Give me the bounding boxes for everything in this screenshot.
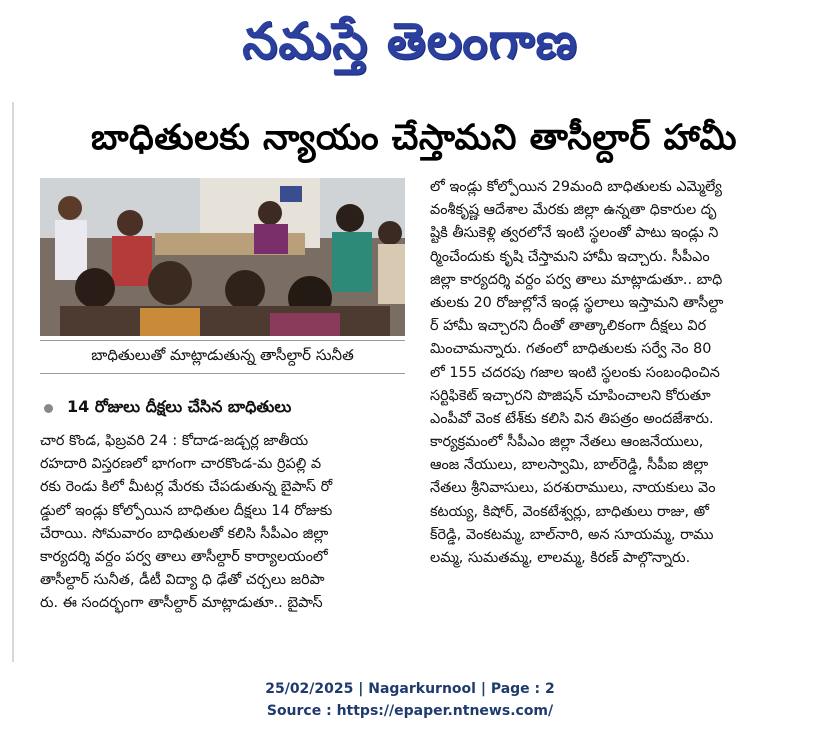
text-line: ఆంజ నేయులు, బాలస్వామి, బాల్‌రెడ్డి, సీపీఐ జిల్లా <box>430 457 709 474</box>
text-line: వంశీకృష్ణ ఆదేశాల మేరకు జిల్లా ఉన్నతా ధికారుల దృ <box>430 202 717 219</box>
subheading <box>40 394 405 422</box>
text-line: తులకు 20 రోజుల్లోనే ఇండ్ల స్థలాలు ఇస్తామని తాసీల్దా <box>430 294 724 311</box>
text-line: జిల్లా కార్యదర్శి వర్దం పర్వ తాలు మాట్లాడుతూ.. బాధి <box>430 271 723 288</box>
text-line: ర్మించేందుకు కృషి చేస్తామని హామీ ఇచ్చారు. సీపీఎం <box>430 248 710 265</box>
photo-illustration <box>40 178 405 336</box>
text-line: క్‌రెడ్డి, వెంకటమ్మ, బాల్‌నారి, అన సూయమ్మ, రాము <box>430 526 714 543</box>
subheading-text: 14 రోజులు దీక్షలు చేసిన బాధితులు <box>67 396 292 416</box>
page-footer <box>0 678 820 722</box>
text-line: ఎంపీవో వెంక టేశ్‌కు కలిసి విన తిపత్రం అందజేశారు. <box>430 410 714 427</box>
text-line: ష్టికి తీసుకెళ్లి త్వరలోనే ఇంటి స్థలంతో పాటు ఇండ్లు ని <box>430 225 719 242</box>
text-line: రు. ఈ సందర్భంగా తాసీల్దార్ మాట్లాడుతూ.. బైపాస్ <box>40 595 323 612</box>
article-body-left-column <box>40 430 412 616</box>
masthead-title: నమస్తే తెలంగాణ <box>242 12 578 70</box>
text-line: చేరాయి. సోమవారం బాధితులతో కలిసి సీపీఎం జిల్లా <box>40 525 329 542</box>
photo-caption: బాధితులుతో మాట్లాడుతున్న తాసీల్దార్ సునీత <box>40 340 405 374</box>
text-line: రకు రెండు కిలో మీటర్ల మేరకు చేపడుతున్న బైపాస్ రో <box>40 479 333 496</box>
text-line: లో 155 చదరపు గజాల ఇంటి స్థలంకు సంబంధించిన <box>430 364 720 381</box>
text-line: కటయ్య, కిషోర్, వెంకటేశ్వర్లు, బాధితులు రాజు, అో <box>430 503 706 520</box>
bullet-icon <box>44 404 53 413</box>
text-line: డ్డులో ఇండ్లు కోల్పోయిన బాధితుల దీక్షలు 14 రోజుకు <box>40 502 333 519</box>
text-line: రహదారి విస్తరణలో భాగంగా చారకొండ-మ ర్రిపల్లి వ <box>40 456 322 473</box>
text-line: మించామన్నారు. గతంలో బాధితులకు సర్వే నెం 80 <box>430 341 712 358</box>
text-line: కార్యక్రమంలో సీపీఎం జిల్లా నేతలు ఆంజనేయులు, <box>430 434 704 451</box>
text-line: లమ్మ, సుమతమ్మ, లాలమ్మ, కిరణ్ పాల్గొన్నారు. <box>430 550 691 566</box>
article-body-right-column <box>430 176 806 570</box>
footer-date-edition: 25/02/2025 | Nagarkurnool | Page : 2 <box>265 681 555 697</box>
text-line: లో ఇండ్లు కోల్పోయిన 29మంది బాధితులకు ఎమ్మెల్యే <box>430 179 722 195</box>
masthead <box>150 4 670 78</box>
text-line: సర్టిఫికెట్ ఇచ్చారని పొజిషన్ చూపించాలని కోరుతూ <box>430 387 711 404</box>
article-photo <box>40 178 405 336</box>
text-line: కార్యదర్శి వర్దం పర్వ తాలు తాసీల్దార్ కార్యాలయంలో <box>40 548 328 565</box>
text-line: తాసీల్దార్ సునీత, డీటీ విద్యా ధి ఢేతో చర్చలు జరిపా <box>40 572 325 589</box>
footer-source: Source : https://epaper.ntnews.com/ <box>266 703 554 719</box>
text-line: నేతలు శ్రీనివాసులు, పరశురాములు, నాయకులు వెం <box>430 480 716 497</box>
text-line: ర్ హామీ ఇచ్చారని దీంతో తాత్కాలికంగా దీక్షలు విర <box>430 318 707 335</box>
text-line: చార కొండ, ఫిబ్రవరి 24 : కోదాడ-జడ్చర్ల జాతీయ <box>40 433 309 449</box>
article-headline: బాధితులకు న్యాయం చేస్తామని తాసీల్దార్ హామీ <box>91 118 737 158</box>
